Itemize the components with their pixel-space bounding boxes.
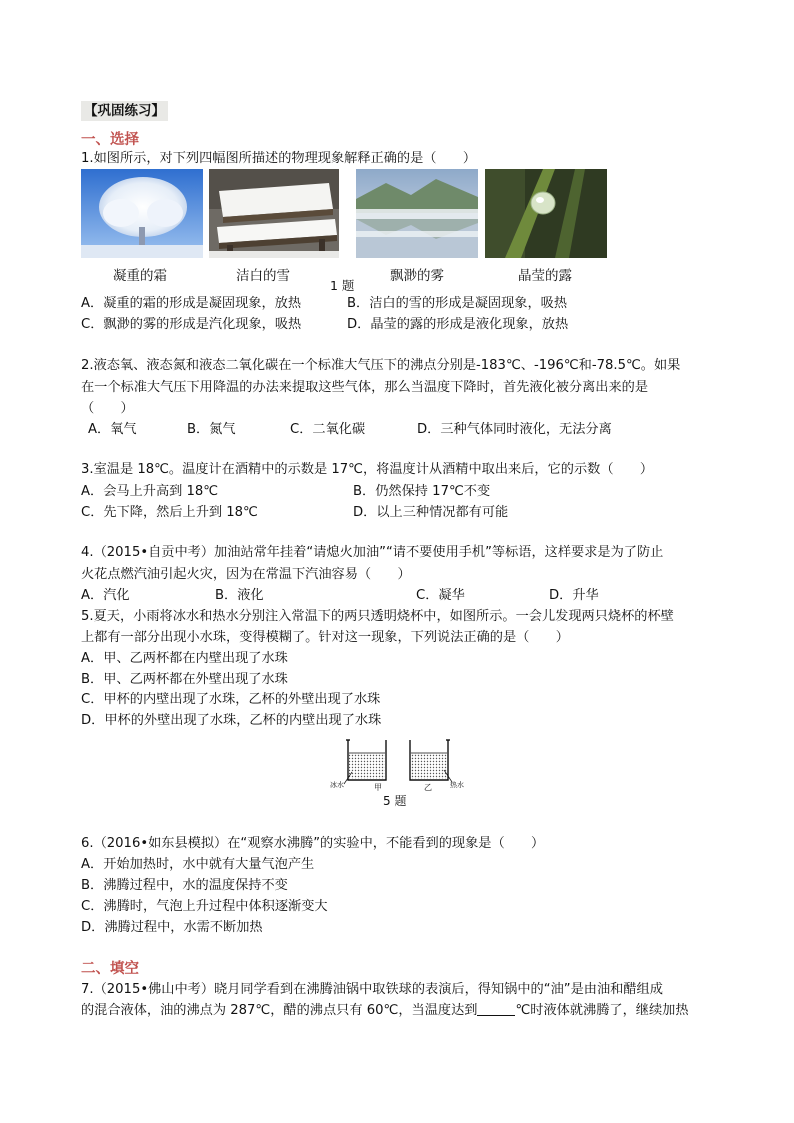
q1-stem: 1.如图所示，对下列四幅图所描述的物理现象解释正确的是（ ） [81,151,477,166]
caption-dew: 晶莹的露 [518,268,572,284]
q5-figure-label: 5 题 [383,794,407,808]
q7-line-1: 7.（2015•佛山中考）晓月同学看到在沸腾油锅中取铁球的表演后，得知锅中的“油”是由油和醋组成 [81,982,663,997]
q5-line-1: 5.夏天，小雨将冰水和热水分别注入常温下的两只透明烧杯中，如图所示。一会儿发现两只烧杯的杯壁 [81,609,674,624]
misty-lake-image [356,169,478,258]
dew-drop-image [485,169,607,258]
q4-option-c: C．凝华 [416,588,465,603]
q2-option-a: A．氧气 [88,422,137,437]
q2-line-2: 在一个标准大气压下用降温的办法来提取这些气体，那么当温度下降时，首先液化被分离出来的是 [81,380,649,395]
q2-option-c: C．二氧化碳 [290,422,366,437]
section-heading-choice: 一、选择 [81,132,139,148]
q5-option-d: D．甲杯的外壁出现了水珠，乙杯的内壁出现了水珠 [81,713,382,728]
q3-option-d: D．以上三种情况都有可能 [353,505,509,520]
q4-option-a: A．汽化 [81,588,130,603]
q6-option-d: D．沸腾过程中，水需不断加热 [81,920,263,935]
q6-stem: 6.（2016•如东县模拟）在“观察水沸腾”的实验中，不能看到的现象是（ ） [81,836,545,851]
q7-answer-blank[interactable] [477,1001,515,1016]
q1-option-b: B．洁白的雪的形成是凝固现象，吸热 [347,296,568,311]
section-heading-fill: 二、填空 [81,961,139,977]
q6-option-a: A．开始加热时，水中就有大量气泡产生 [81,857,315,872]
label-hot-water: 热水 [450,781,464,789]
q2-option-b: B．氮气 [187,422,236,437]
q5-option-c: C．甲杯的内壁出现了水珠，乙杯的外壁出现了水珠 [81,692,381,707]
q3-option-b: B．仍然保持 17℃不变 [353,484,491,499]
q4-line-2: 火花点燃汽油引起火灾，因为在常温下汽油容易（ ） [81,567,411,582]
q4-option-d: D．升华 [549,588,599,603]
q5-option-a: A．甲、乙两杯都在内壁出现了水珠 [81,651,288,666]
q2-option-d: D．三种气体同时液化，无法分离 [417,422,612,437]
label-cup-jia: 甲 [374,783,382,792]
q6-option-b: B．沸腾过程中，水的温度保持不变 [81,878,288,893]
q1-figure-label: 1 题 [330,278,355,293]
q7-line-2-before: 的混合液体，油的沸点为 287℃，醋的沸点只有 60℃，当温度达到 [81,1003,478,1018]
frost-tree-image [81,169,203,258]
q1-option-a: A．凝重的霜的形成是凝固现象，放热 [81,296,302,311]
section-tag: 【巩固练习】 [81,101,168,121]
caption-frost: 凝重的霜 [113,268,167,284]
q5-option-b: B．甲、乙两杯都在外壁出现了水珠 [81,672,288,687]
q1-option-d: D．晶莹的露的形成是液化现象，放热 [347,317,569,332]
q3-option-c: C．先下降，然后上升到 18℃ [81,505,258,520]
q3-option-a: A．会马上升高到 18℃ [81,484,219,499]
q7-line-2-after: ℃时液体就沸腾了，继续加热 [515,1003,689,1018]
q2-line-1: 2.液态氧、液态氮和液态二氧化碳在一个标准大气压下的沸点分别是-183℃、-196℃和-78.5℃。如果 [81,358,681,373]
q3-stem: 3.室温是 18℃。温度计在酒精中的示数是 17℃，将温度计从酒精中取出来后，它的示数（ ） [81,462,654,477]
q7-line-2 [81,1001,689,1021]
q4-line-1: 4.（2015•自贡中考）加油站常年挂着“请熄火加油”“请不要使用手机”等标语，这样要求是为了防止 [81,545,664,560]
q1-option-c: C．飘渺的雾的形成是汽化现象，吸热 [81,317,302,332]
beakers-figure [330,736,470,796]
caption-fog: 飘渺的雾 [390,268,444,284]
caption-snow: 洁白的雪 [236,268,290,284]
q2-line-3: （ ） [81,401,134,416]
q5-line-2: 上都有一部分出现小水珠，变得模糊了。针对这一现象，下列说法正确的是（ ） [81,630,569,645]
q4-option-b: B．液化 [215,588,264,603]
q6-option-c: C．沸腾时，气泡上升过程中体积逐渐变大 [81,899,328,914]
label-ice-water: 冰水 [330,781,344,789]
snow-bench-image [209,169,339,258]
label-cup-yi: 乙 [424,783,432,792]
